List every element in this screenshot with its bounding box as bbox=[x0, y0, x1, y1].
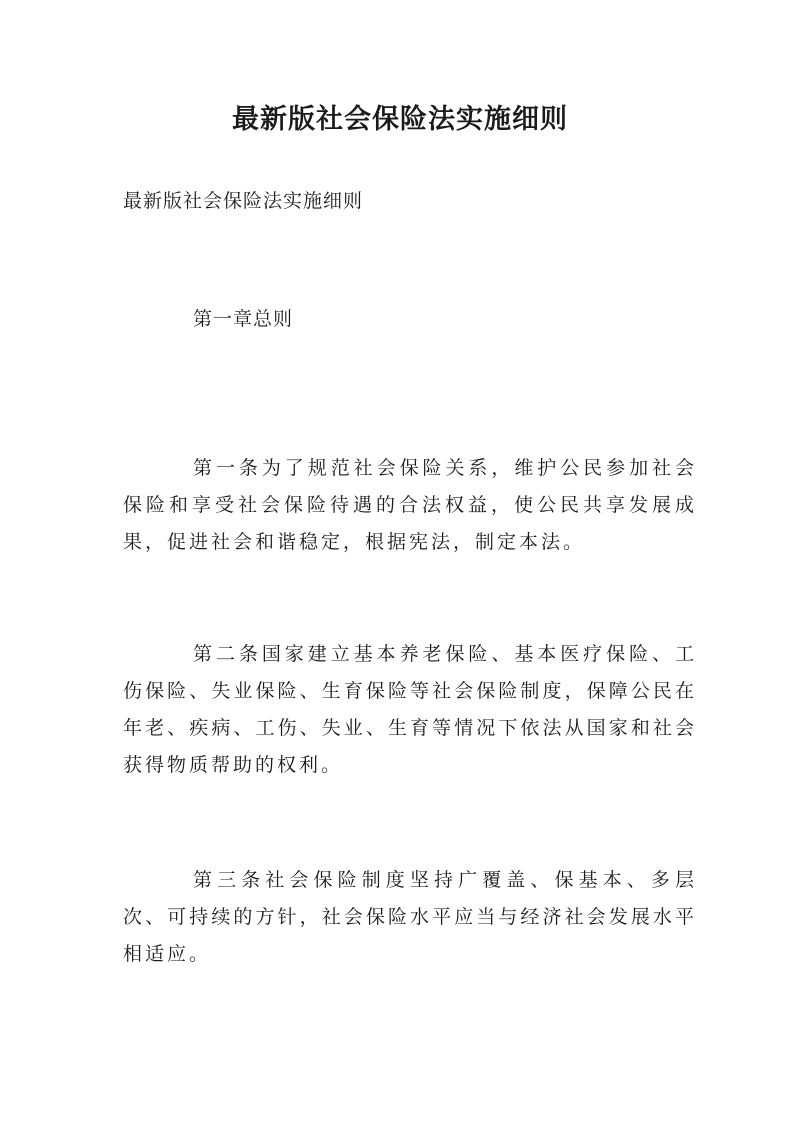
document-title: 最新版社会保险法实施细则 bbox=[232, 104, 568, 135]
chapter-heading: 第一章总则 bbox=[193, 308, 294, 330]
article-3-paragraph: 第三条社会保险制度坚持广覆盖、保基本、多层次、可持续的方针，社会保险水平应当与经济社会发展水平相适应。 bbox=[123, 869, 697, 965]
document-subtitle: 最新版社会保险法实施细则 bbox=[123, 190, 364, 212]
article-1-paragraph: 第一条为了规范社会保险关系，维护公民参加社会保险和享受社会保险待遇的合法权益，使公民共享发展成果，促进社会和谐稳定，根据宪法，制定本法。 bbox=[123, 457, 697, 553]
article-2-paragraph: 第二条国家建立基本养老保险、基本医疗保险、工伤保险、失业保险、生育保险等社会保险制度，保障公民在年老、疾病、工伤、失业、生育等情况下依法从国家和社会获得物质帮助的权利。 bbox=[123, 643, 697, 776]
